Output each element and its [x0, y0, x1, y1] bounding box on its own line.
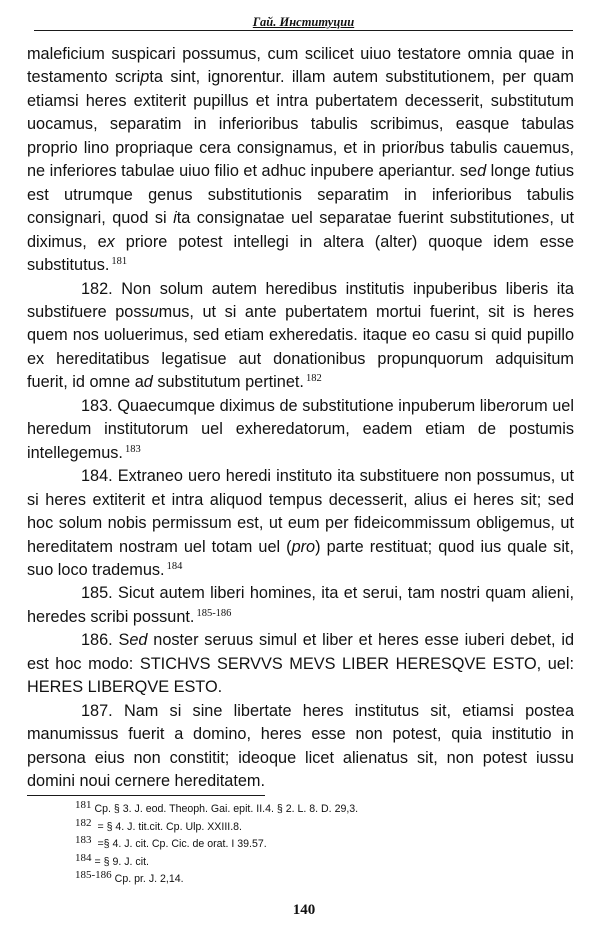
footnote-181: 181 Cp. § 3. J. eod. Theoph. Gai. epit. II.4. § 2. L. 8. D. 29,3. [75, 799, 359, 815]
paragraph-181-continuation: maleficium suspicari possumus, cum scilicet uiuo testatore omnia quae in testamento scripta sint, ignorentur. illam autem substitutionem, per quam etiamsi heres extiterit pupillus et intra pubertatem decesserit, substitutum uocamus, separatim in inferioribus tabulis scribimus, easque tabulas proprio lino propriaque cera consignamus, et in prioribus tabulis cauemus, ne inferiores tabulae uiuo filio et adhuc inpubere aperiantur. sed longe tutius est utrumque genus substitutionis separatim in inferioribus tabulis consignari, quod si ita consignatae uel separatae fuerint substitutiones, ut diximus, ex priore potest intellegi in altera (alter) quoque idem esse substitutus. $^{181}$ [27, 45, 574, 275]
footnote-ref-185-186[interactable]: 185-186 [196, 607, 232, 619]
running-header [34, 12, 573, 31]
footnote-184: 184 = § 9. J. cit. [75, 851, 149, 868]
footnote-182: 182 = § 4. J. tit.cit. Cp. Ulp. XXIII.8. [75, 816, 242, 833]
paragraph-187: 187. Nam si sine libertate heres institutus sit, etiamsi postea manumissus fuerit a domino, heres esse non potest, quia institutio in persona eius non constitit; ideoque licet alienatus sit, non potest iussu domini noui cernere hereditatem. [27, 701, 574, 791]
section-number: 185. [81, 584, 113, 603]
paragraph-184: 184. Extraneo uero heredi instituto ita substituere non possumus, ut si heres extiterit et intra aliquod tempus decesserit, alius ei heres sit; sed hoc solum nobis permissum est, ut eum per fideicommissum obligemus, ut hereditatem nostram uel totam uel (pro) parte restituat; quod ius quale sit, suo loco trademus. $^{184}$ [27, 467, 574, 579]
paragraph-182: 182. Non solum autem heredibus institutis inpuberibus liberis ita substituere possumus, ut si ante pubertatem mortui fuerint, sit is heres quem nos uoluerimus, sed etiam exheredatis. itaque eo casu si quid pupillo ex hereditatibus legatisue aut donationibus propunquorum adquisitum fuerit, id omne ad substitutum pertinet. $^{182}$ [27, 279, 574, 392]
section-number: 183. [81, 396, 113, 415]
footnote-185-186: 185-186 Cp. pr. J. 2,14. [75, 869, 184, 886]
footnote-ref-181[interactable]: 181 [111, 256, 128, 268]
section-number: 182. [81, 279, 113, 298]
footnote-ref-182[interactable]: 182 [305, 373, 322, 385]
paragraph-186: 186. Sed noster seruus simul et liber et heres esse iuberi debet, id est hoc modo: STICHVS SERVVS MEVS LIBER HERESQVE ESTO, uel: HERES LIBERQVE ESTO. [27, 631, 575, 697]
section-number: 186. [81, 631, 113, 650]
paragraph-185: 185. Sicut autem liberi homines, ita et serui, tam nostri quam alieni, heredes scribi possunt. $^{185-186}$ [27, 584, 574, 626]
footnote-183: 183 =§ 4. J. cit. Cp. Cic. de orat. I 39.57. [75, 834, 267, 851]
running-title: Гай. Институции [252, 15, 355, 29]
section-number: 184. [81, 467, 113, 486]
footnote-ref-183[interactable]: 183 [124, 443, 141, 455]
section-number: 187. [81, 701, 113, 720]
page-number: 140 [292, 902, 316, 918]
footnotes [75, 801, 555, 889]
paragraph-183: 183. Quaecumque diximus de substitutione inpuberum liberorum uel heredum institutorum uel exheredatorum, eadem etiam de postumis intellegemus. $^{183}$ [27, 396, 574, 462]
footnote-divider [27, 795, 265, 796]
footnote-ref-184[interactable]: 184 [166, 560, 183, 572]
main-text [27, 43, 574, 794]
